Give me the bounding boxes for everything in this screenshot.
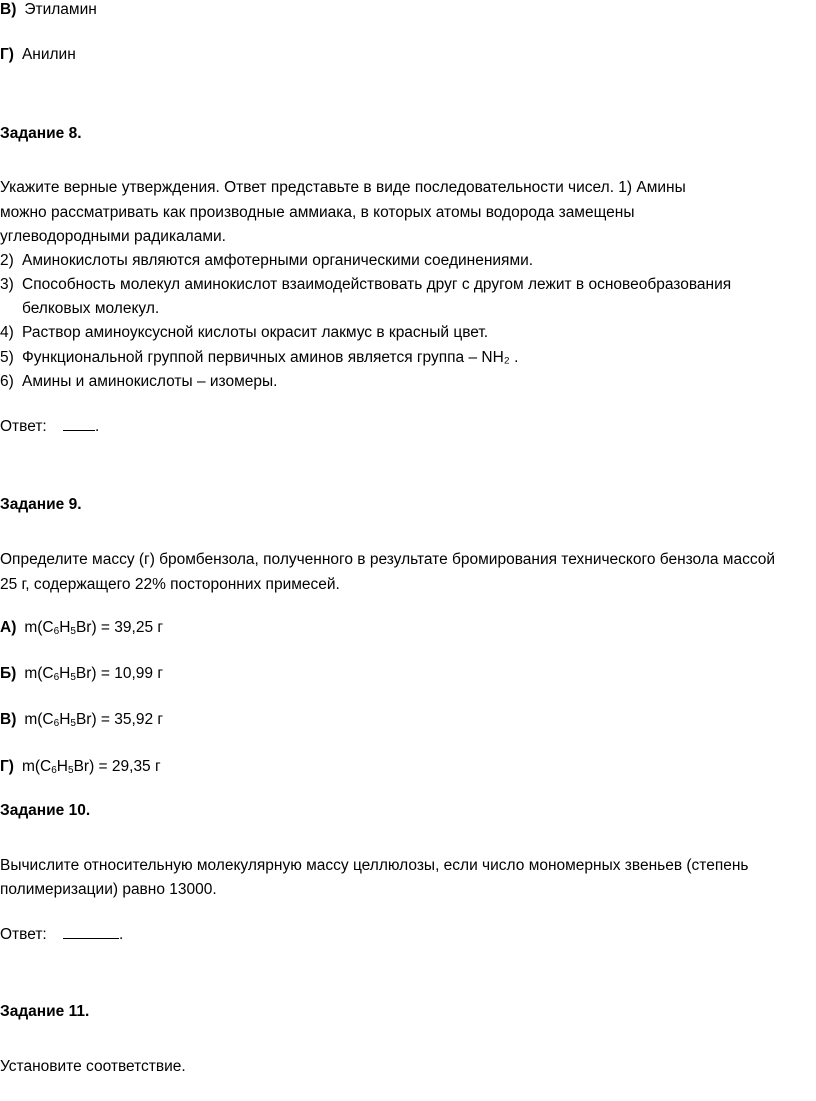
option-v — [0, 0, 97, 20]
item-text: Функциональной группой первичных аминов является группа – NH₂ . — [22, 349, 519, 366]
item-number: 6) — [0, 373, 14, 390]
formula: $m(C_6H_5Br) = 39,25$ г — [24, 619, 164, 637]
task8-item-5 — [0, 348, 816, 368]
answer-end: . — [119, 926, 124, 943]
task8-intro-line-1: Укажите верные утверждения. Ответ представьте в виде последовательности чисел. 1) Амины — [0, 179, 686, 196]
item-number: 5) — [0, 349, 14, 366]
answer-blank[interactable] — [63, 924, 119, 939]
task9-option-v — [0, 710, 163, 730]
option-label: Б) — [0, 665, 17, 682]
task9-option-a — [0, 618, 163, 638]
task9-text-line-1: Определите массу (г) бромбензола, полученного в результате бромирования технического бензола массой — [0, 551, 776, 568]
task8-title: Задание 8. — [0, 125, 82, 142]
formula: $m(C_6H_5Br) = 29,35$ г — [21, 758, 161, 776]
option-text: Анилин — [21, 46, 76, 63]
task8-item-4 — [0, 323, 816, 343]
item-text: Амины и аминокислоты – изомеры. — [22, 373, 278, 390]
task9-title: Задание 9. — [0, 496, 82, 513]
task11-text: Установите соответствие. — [0, 1058, 186, 1075]
answer-label: Ответ: — [0, 418, 47, 435]
item-text-continued: белковых молекул. — [22, 300, 160, 317]
task8-intro-line-3: углеводородными радикалами. — [0, 228, 226, 245]
task10-text-line-2: полимеризации) равно 13000. — [0, 881, 217, 898]
task8-item-6 — [0, 372, 816, 392]
option-label: В) — [0, 711, 17, 728]
formula: $m(C_6H_5Br) = 10,99$ г — [24, 665, 163, 683]
option-label: Г) — [0, 758, 14, 775]
task10-title: Задание 10. — [0, 802, 91, 819]
task10-answer — [0, 924, 123, 945]
item-number: 4) — [0, 324, 14, 341]
answer-end: . — [95, 418, 100, 435]
item-text: Аминокислоты являются амфотерными органическими соединениями. — [22, 252, 534, 269]
task9-option-g — [0, 757, 161, 777]
task10-text-line-1: Вычислите относительную молекулярную массу целлюлозы, если число мономерных звеньев (степень — [0, 857, 749, 874]
option-text: Этиламин — [24, 1, 97, 18]
task8-item-2 — [0, 251, 816, 271]
task8-item-3 — [0, 275, 816, 319]
task9-option-b — [0, 664, 163, 684]
answer-blank[interactable] — [63, 416, 95, 431]
option-label: В) — [0, 1, 17, 18]
answer-label: Ответ: — [0, 926, 47, 943]
task8-answer — [0, 416, 99, 437]
item-text: Раствор аминоуксусной кислоты окрасит лакмус в красный цвет. — [22, 324, 489, 341]
item-text: Способность молекул аминокислот взаимодействовать друг с другом лежит в основеобразования — [22, 276, 732, 293]
task9-text-line-2: 25 г, содержащего 22% посторонних примесей. — [0, 576, 340, 593]
option-label: Г) — [0, 46, 14, 63]
formula: $m(C_6H_5Br) = 35,92$ г — [24, 711, 164, 729]
option-g — [0, 45, 76, 65]
task11-title: Задание 11. — [0, 1003, 90, 1020]
item-number: 3) — [0, 276, 14, 293]
option-label: А) — [0, 619, 17, 636]
item-number: 2) — [0, 252, 14, 269]
task8-intro-line-2: можно рассматривать как производные аммиака, в которых атомы водорода замещены — [0, 204, 635, 221]
